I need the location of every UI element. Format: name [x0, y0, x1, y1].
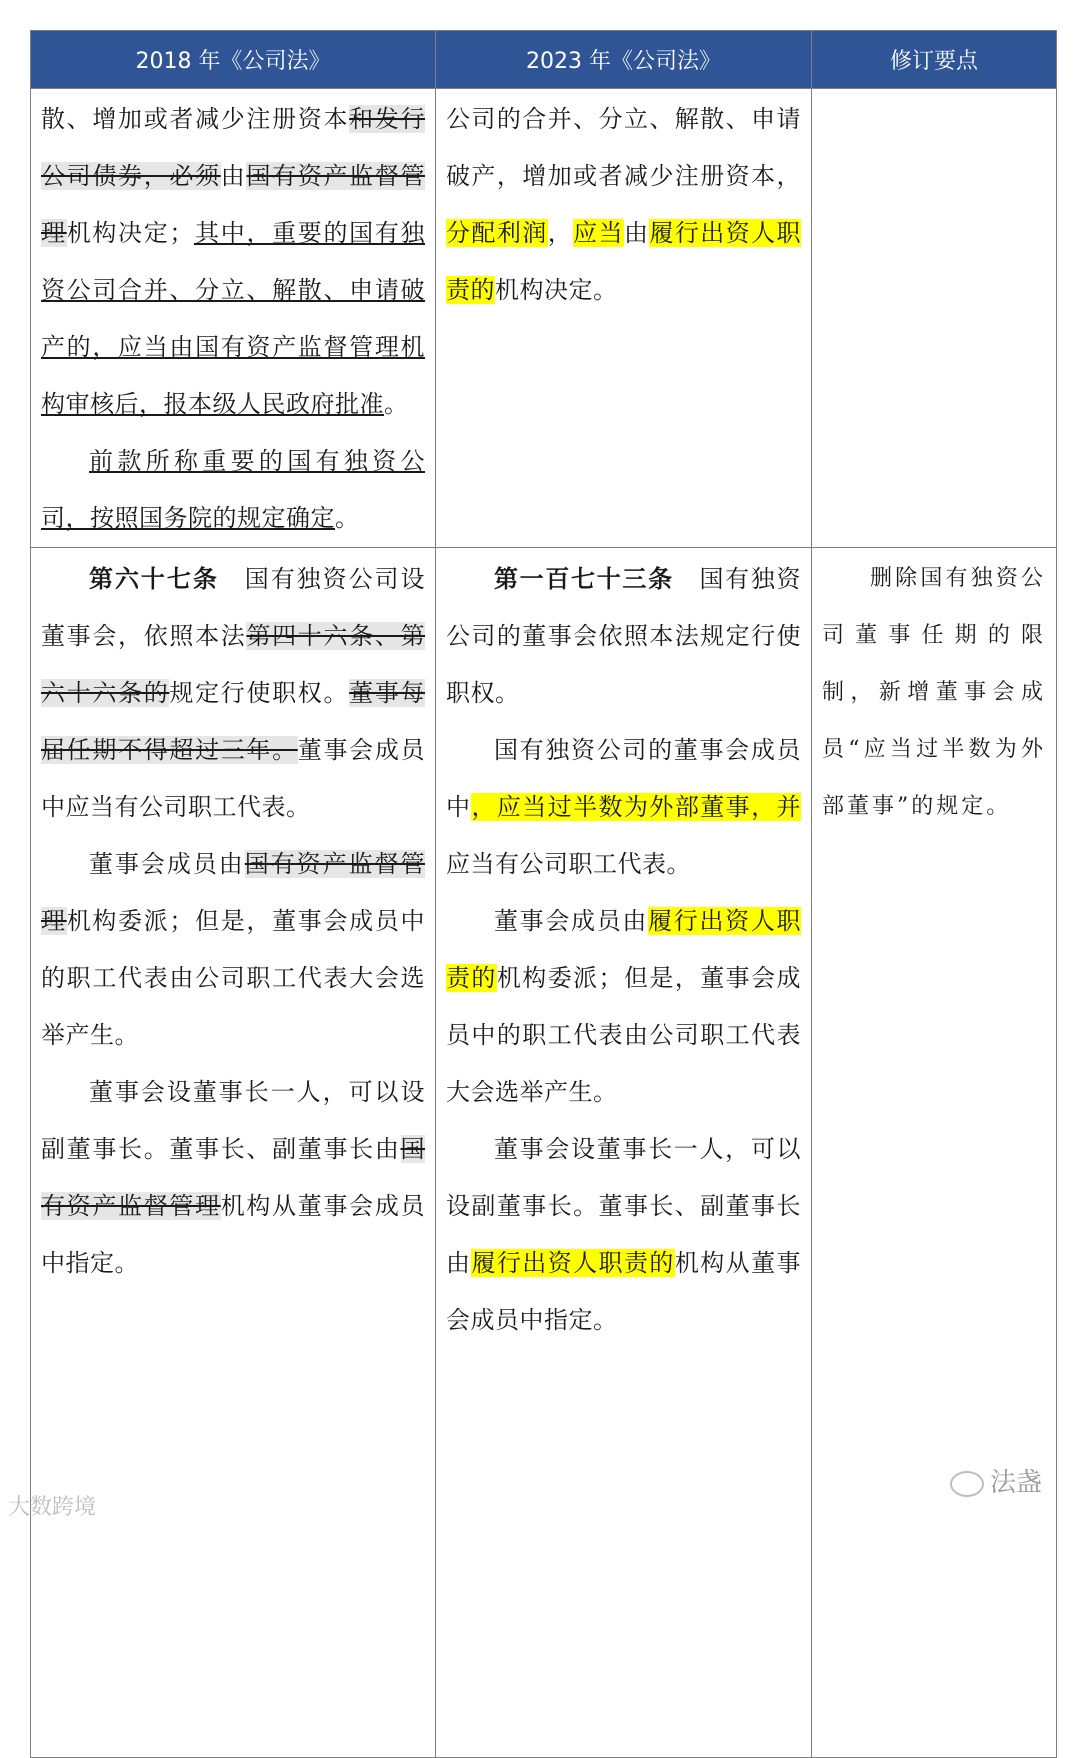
old-law-paragraph: 散、增加或者减少注册资本和发行公司债券，必须由国有资产监督管理机构决定；其中，重要的国有独资公司合并、分立、解散、申请破产的，应当由国有资产监督管理机构审核后，报本级人民政府批准。: [41, 105, 426, 418]
old-law-paragraph: 第六十七条 国有独资公司设董事会，依照本法第四十六条、第六十六条的规定行使职权。董事每届任期不得超过三年。董事会成员中应当有公司职工代表。: [41, 564, 426, 821]
header-revision-points: 修订要点: [812, 31, 1057, 89]
corner-watermark: 大数跨境: [8, 1495, 97, 1520]
header-2018-law: 2018 年《公司法》: [31, 31, 436, 89]
highlighted-text: 分配利润: [446, 219, 548, 247]
new-law-cell: [436, 548, 812, 1758]
old-law-cell: [31, 89, 436, 548]
old-law-cell: [31, 548, 436, 1758]
old-law-paragraph: 董事会设董事长一人，可以设副董事长。董事长、副董事长由国有资产监督管理机构从董事会成员中指定。: [41, 1078, 425, 1277]
table-header-row: [31, 31, 1057, 89]
highlighted-text: 履行出资人职责的: [446, 219, 802, 304]
chat-bubble-icon: [950, 1471, 984, 1497]
revision-note: 删除国有独资公司董事任期的限制，新增董事会成员“应当过半数为外部董事”的规定。: [822, 566, 1046, 819]
deleted-text: 国有资产监督管理: [41, 162, 426, 247]
article-title: 第六十七条: [89, 564, 219, 593]
new-law-paragraph: 第一百七十三条 国有独资公司的董事会依照本法规定行使职权。: [446, 564, 802, 707]
deleted-text: 第四十六条、第六十六条的: [41, 622, 426, 707]
old-law-paragraph: 董事会成员由国有资产监督管理机构委派；但是，董事会成员中的职工代表由公司职工代表大会选举产生。: [41, 850, 426, 1049]
highlighted-text: 履行出资人职责的: [446, 907, 802, 992]
new-law-paragraph: 董事会设董事长一人，可以设副董事长。董事长、副董事长由履行出资人职责的机构从董事会成员中指定。: [446, 1135, 802, 1334]
deleted-text: 国有资产监督管理: [41, 850, 425, 935]
old-law-paragraph: 前款所称重要的国有独资公司，按照国务院的规定确定。: [41, 447, 425, 532]
new-law-paragraph: 公司的合并、分立、解散、申请破产，增加或者减少注册资本，分配利润，应当由履行出资人职责的机构决定。: [446, 105, 802, 304]
deleted-text: 国有资产监督管理: [41, 1135, 425, 1220]
deleted-text: 和发行公司债券，必须: [41, 105, 426, 190]
highlighted-text: 履行出资人职责的: [471, 1249, 675, 1277]
table-row: [31, 89, 1057, 548]
underlined-text: 前款所称重要的国有独资公司，按照国务院的规定确定: [41, 447, 425, 532]
deleted-text: 董事每届任期不得超过三年。: [41, 679, 426, 764]
new-law-cell: [436, 89, 812, 548]
highlighted-text: ，应当过半数为外部董事，并: [471, 793, 802, 821]
new-law-paragraph: 国有独资公司的董事会成员中，应当过半数为外部董事，并应当有公司职工代表。: [446, 736, 802, 878]
article-title: 第一百七十三条: [494, 564, 674, 593]
revision-note-cell: [812, 548, 1057, 1758]
revision-note-cell: [812, 89, 1057, 548]
underlined-text: 其中，重要的国有独资公司合并、分立、解散、申请破产的，应当由国有资产监督管理机构审核后，报本级人民政府批准: [41, 219, 426, 418]
comparison-table: [30, 30, 1057, 1758]
header-2023-law: 2023 年《公司法》: [436, 31, 812, 89]
table-row: [31, 548, 1057, 1758]
highlighted-text: 应当: [573, 219, 624, 247]
source-watermark: 法盏: [950, 1462, 1042, 1499]
new-law-paragraph: 董事会成员由履行出资人职责的机构委派；但是，董事会成员中的职工代表由公司职工代表大会选举产生。: [446, 907, 802, 1106]
